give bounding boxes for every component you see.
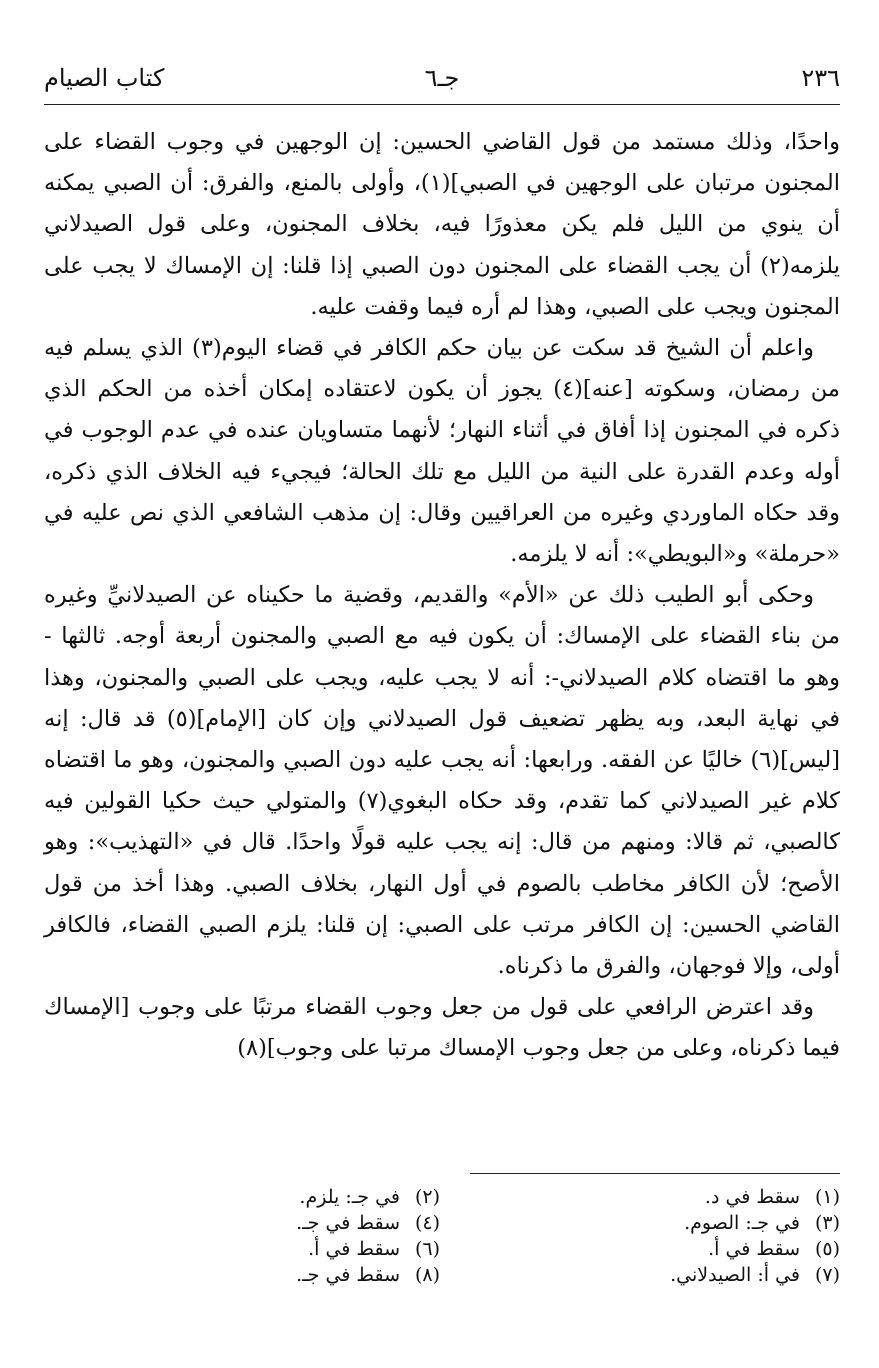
footnote [480, 1262, 840, 1288]
footnote [80, 1184, 440, 1210]
footnote [80, 1210, 440, 1236]
footnote [80, 1262, 440, 1288]
footnote-number: (١) [814, 1186, 840, 1208]
footnotes-right-column [480, 1184, 840, 1288]
footnote-number: (٧) [814, 1264, 840, 1286]
footnote [480, 1236, 840, 1262]
volume-label: جـ٦ [424, 64, 460, 92]
footnote-text: سقط في أ. [308, 1238, 400, 1260]
footnote [80, 1236, 440, 1262]
footnote-number: (٨) [414, 1264, 440, 1286]
footnote-text: سقط في جـ. [296, 1212, 400, 1234]
footnote-text: سقط في د. [704, 1186, 800, 1208]
book-title: كتاب الصيام [44, 64, 165, 92]
main-text [44, 122, 840, 1070]
footnote-text: سقط في جـ. [296, 1264, 400, 1286]
running-header [44, 58, 840, 102]
paragraph-4: وقد اعترض الرافعي على قول من جعل وجوب القضاء مرتبًا على وجوب [الإمساك فيما ذكرناه، وعلى من جعل وجوب الإمساك مرتبا على وجوب](٨) [44, 994, 840, 1062]
footnote-text: في جـ: الصوم. [684, 1212, 800, 1234]
paragraph-1: واحدًا، وذلك مستمد من قول القاضي الحسين: إن الوجهين في وجوب القضاء على المجنون مرتبان على الوجهين في الصبي](١)، وأولى بالمنع، والفرق: أن الصبي يمكنه أن ينوي من الليل فلم يكن معذورًا فيه، بخلاف المجنون، وعلى قول الصيدلاني يلزمه(٢) أن يجب القضاء على المجنون دون الصبي إذا قلنا: إن الإمساك لا يجب على المجنون ويجب على الصبي، وهذا لم أره فيما وقفت عليه. [44, 129, 840, 320]
footnote-text: في جـ: يلزم. [299, 1186, 400, 1208]
paragraph-3: وحكى أبو الطيب ذلك عن «الأم» والقديم، وقضية ما حكيناه عن الصيدلانيِّ وغيره من بناء القضاء على الإمساك: أن يكون فيه مع الصبي والمجنون أربعة أوجه. ثالثها - وهو ما اقتضاه كلام الصيدلاني-: أنه لا يجب عليه، ويجب على الصبي والمجنون، وهذا في نهاية البعد، وبه يظهر تضعيف قول الصيدلاني وإن كان [الإمام](٥) قد قال: إنه [ليس](٦) خاليًا عن الفقه. ورابعها: أنه يجب عليه دون الصبي والمجنون، وهو ما اقتضاه كلام غير الصيدلاني كما تقدم، وقد حكاه البغوي(٧) والمتولي حيث حكيا القولين فيه كالصبي، ثم قالا: ومنهم من قال: إنه يجب عليه قولًا واحدًا. قال في «التهذيب»: وهو الأصح؛ لأن الكافر مخاطب بالصوم في أول النهار، بخلاف الصبي. وهذا أخذ من قول القاضي الحسين: إن الكافر مرتب على الصبي: إن قلنا: يلزم الصبي القضاء، فالكافر أولى، وإلا فوجهان، والفرق ما ذكرناه. [44, 582, 840, 980]
footnote [480, 1210, 840, 1236]
footnote [480, 1184, 840, 1210]
footnotes-left-column [80, 1184, 440, 1288]
footnote-divider [470, 1173, 840, 1174]
footnote-number: (٣) [814, 1212, 840, 1234]
page-number: ٢٣٦ [801, 64, 840, 92]
footnote-number: (٦) [414, 1238, 440, 1260]
footnote-number: (٥) [814, 1238, 840, 1260]
footnote-text: سقط في أ. [708, 1238, 800, 1260]
footnote-number: (٢) [414, 1186, 440, 1208]
footnote-number: (٤) [414, 1212, 440, 1234]
header-divider [44, 104, 840, 105]
paragraph-2: واعلم أن الشيخ قد سكت عن بيان حكم الكافر في قضاء اليوم(٣) الذي يسلم فيه من رمضان، وسكوته [عنه](٤) يجوز أن يكون لاعتقاده إمكان أخذه من الحكم الذي ذكره في المجنون إذا أفاق في أثناء النهار؛ لأنهما متساويان عنده في عدم الوجوب في أوله وعدم القدرة على النية من الليل مع تلك الحالة؛ فيجيء فيه الخلاف الذي ذكره، وقد حكاه الماوردي وغيره من العراقيين وقال: إن مذهب الشافعي الذي نص عليه في «حرملة» و«البويطي»: أنه لا يلزمه. [44, 335, 840, 568]
footnote-text: في أ: الصيدلاني. [670, 1264, 800, 1286]
